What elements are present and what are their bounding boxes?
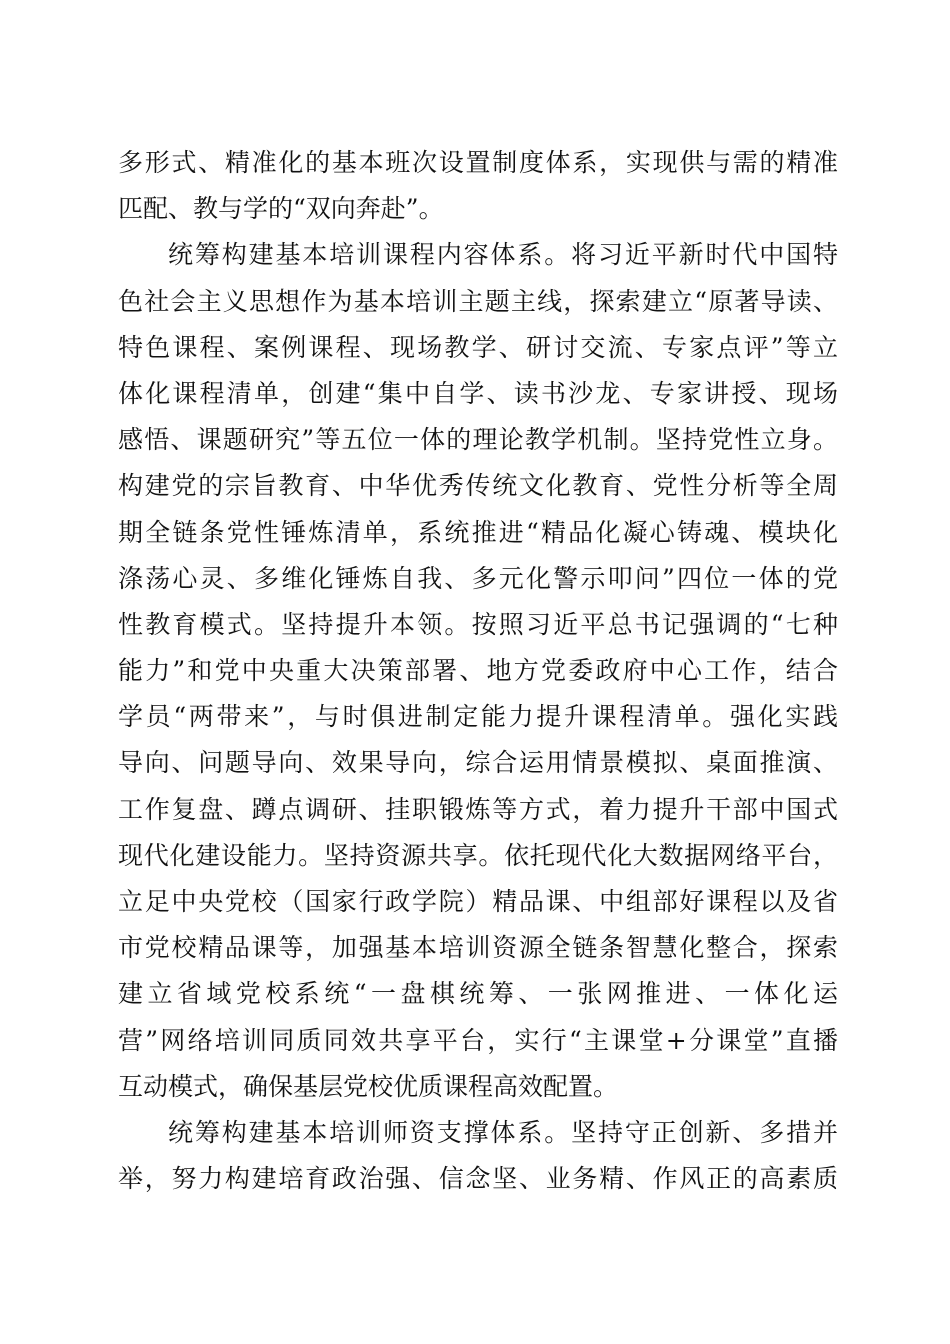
text-line: 统筹构建基本培训课程内容体系。将习近平新时代中国特 — [168, 240, 838, 270]
text-line: 能力”和党中央重大决策部署、地方党委政府中心工作，结合 — [118, 656, 838, 686]
text-line: 色社会主义思想作为基本培训主题主线，探索建立“原著导读、 — [118, 286, 838, 316]
text-line: 学员“两带来”，与时俱进制定能力提升课程清单。强化实践 — [118, 702, 838, 732]
document-body — [118, 140, 838, 1202]
text-line: 导向、问题导向、效果导向，综合运用情景模拟、桌面推演、 — [118, 748, 838, 778]
text-line: 特色课程、案例课程、现场教学、研讨交流、专家点评”等立 — [118, 332, 838, 362]
text-line: 涤荡心灵、多维化锤炼自我、多元化警示叩问”四位一体的党 — [118, 563, 838, 593]
text-line: 建立省域党校系统“一盘棋统筹、一张网推进、一体化运 — [118, 979, 838, 1009]
text-line: 构建党的宗旨教育、中华优秀传统文化教育、党性分析等全周 — [118, 471, 838, 501]
text-line: 现代化建设能力。坚持资源共享。依托现代化大数据网络平台， — [118, 840, 838, 870]
text-line: 营”网络培训同质同效共享平台，实行“主课堂+分课堂”直播 — [118, 1025, 838, 1055]
text-line: 立足中央党校（国家行政学院）精品课、中组部好课程以及省 — [118, 887, 838, 916]
text-line: 体化课程清单，创建“集中自学、读书沙龙、专家讲授、现场 — [118, 378, 838, 408]
text-line: 市党校精品课等，加强基本培训资源全链条智慧化整合，探索 — [118, 933, 838, 963]
text-line: 感悟、课题研究”等五位一体的理论教学机制。坚持党性立身。 — [118, 425, 838, 455]
text-line: 多形式、精准化的基本班次设置制度体系，实现供与需的精准 — [118, 148, 838, 177]
text-line: 互动模式，确保基层党校优质课程高效配置。 — [118, 1071, 619, 1101]
text-line: 期全链条党性锤炼清单，系统推进“精品化凝心铸魂、模块化 — [118, 517, 838, 547]
text-line: 性教育模式。坚持提升本领。按照习近平总书记强调的“七种 — [118, 609, 838, 639]
text-line: 举，努力构建培育政治强、信念坚、业务精、作风正的高素质 — [118, 1164, 838, 1194]
text-line: 匹配、教与学的“双向奔赴”。 — [118, 194, 444, 224]
text-line: 统筹构建基本培训师资支撑体系。坚持守正创新、多措并 — [168, 1117, 838, 1147]
text-line: 工作复盘、蹲点调研、挂职锻炼等方式，着力提升干部中国式 — [118, 794, 838, 824]
